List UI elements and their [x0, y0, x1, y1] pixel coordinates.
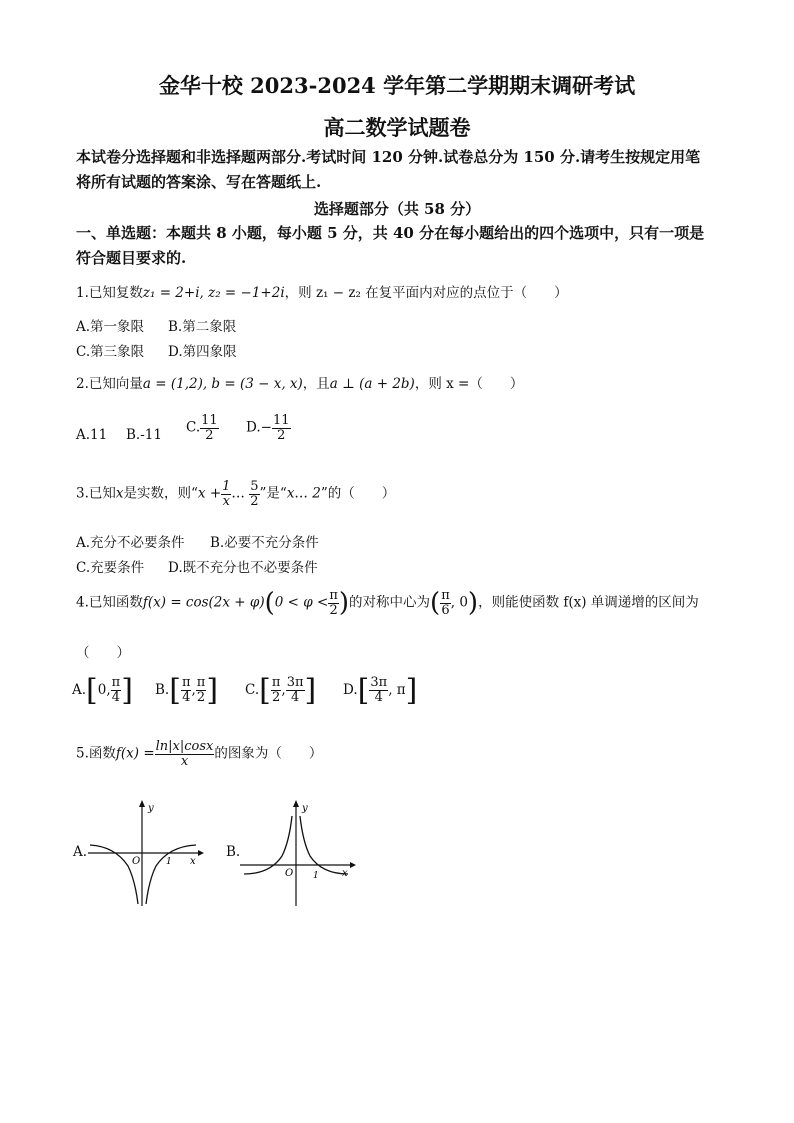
q3-f2-num: 5 [250, 479, 259, 494]
q4-center-zero: , 0 [450, 594, 468, 611]
q3-mid2: ”是“ [259, 485, 287, 502]
q4-option-a: A.[0, $\frac{\pi}{4}$ ] [72, 673, 133, 708]
q4-a-label: A. [72, 682, 87, 698]
q3-suffix: ”的（ ） [320, 485, 396, 502]
q2-option-b: B.-11 [126, 427, 162, 443]
q5-prefix: 5.函数 [76, 745, 116, 762]
graph-b-one-label: 1 [313, 871, 319, 881]
q3-option-a: A.充分不必要条件 [76, 535, 185, 551]
q4-prefix: 4.已知函数 [76, 594, 143, 611]
q4-suffix: ，则能使函数 f(x) 单调递增的区间为 [478, 594, 699, 611]
q3-f1-num: 1 [222, 479, 231, 494]
graph-a-one-label: 1 [166, 857, 172, 867]
q3-option-d: D.既不充分也不必要条件 [168, 560, 318, 576]
q2-option-c-label: C. [186, 419, 201, 436]
q2-prefix: 2.已知向量 [76, 376, 143, 392]
q4-center-six: 6 [441, 602, 450, 618]
q3-expr-left: x + [197, 485, 222, 502]
q4-b-n2: π [196, 675, 206, 691]
q3-cond2: x… 2 [286, 485, 321, 502]
q2-option-d-label: D.− [246, 419, 272, 436]
q4-two: 2 [329, 602, 338, 618]
q5-numerator: ln|x|cosx [155, 739, 214, 754]
q4-a-den: 4 [111, 690, 121, 705]
q3-x: x [115, 485, 124, 502]
q4-a-num: π [111, 675, 121, 691]
q3-f2-den: 2 [250, 493, 259, 509]
q2-option-c [186, 414, 219, 442]
q4-c-label: C. [245, 682, 260, 698]
q1-option-c: C.第三象限 [76, 344, 145, 360]
q1-complex-numbers: z₁ = 2+i, z₂ = −1+2i [142, 285, 285, 301]
graph-b-x-label: x [342, 868, 348, 879]
intro-line-1: 本试卷分选择题和非选择题两部分.考试时间 120 分钟.试卷总分为 150 分.请考生按规定用笔 [76, 148, 701, 166]
q4-blank: （ ） [76, 645, 130, 661]
q4-d-hi: , π [388, 682, 406, 698]
q2-option-d [246, 414, 291, 442]
graph-a-x-label: x [190, 856, 196, 867]
q2-c-den: 2 [205, 427, 214, 443]
graph-a-left-branch [90, 845, 141, 904]
graph-a-right-branch [146, 845, 196, 904]
graph-b-y-arrow [293, 800, 299, 807]
q4-c-n2: 3π [286, 675, 304, 691]
q2-option-a: A.11 [76, 427, 108, 443]
q1-suffix: ，则 z₁ − z₂ 在复平面内对应的点位于（ ） [284, 285, 568, 301]
q3-mid1: 是实数，则“ [123, 485, 198, 502]
q4-mid: 的对称中心为 [349, 594, 431, 611]
q4-a-lo: 0, [97, 682, 111, 698]
exam-subtitle: 高二数学试题卷 [323, 115, 471, 140]
q4-b-d1: 4 [182, 690, 191, 705]
q4-function: f(x) = cos(2x + φ) [142, 594, 265, 611]
q1-option-a: A.第一象限 [76, 319, 145, 335]
q5-graph-b [238, 796, 358, 908]
section-title: 选择题部分（共 58 分） [313, 200, 481, 218]
q4-condition: 0 < φ < [274, 594, 329, 611]
q4-option-b: B.[ $\frac{\pi}{4}$ , $\frac{\pi}{2}$ ] [155, 673, 219, 708]
question-1 [76, 281, 568, 301]
graph-b-x-arrow [350, 862, 356, 868]
graph-b-y-label: y [302, 803, 308, 814]
q4-option-c: C.[ $\frac{\pi}{2}$ , $\frac{3\pi}{4}$ ] [245, 673, 317, 708]
q5-denominator: x [180, 753, 189, 769]
q5-option-b-label: B. [226, 844, 241, 860]
question-5 [76, 740, 322, 768]
q2-c-num: 11 [201, 413, 218, 428]
q4-c-d2: 4 [290, 690, 300, 705]
q4-d-n1: 3π [370, 675, 388, 691]
q4-d-d1: 4 [374, 690, 383, 705]
q2-d-num: 11 [272, 413, 290, 428]
question-3 [76, 480, 395, 508]
q3-f1-den: x [222, 493, 230, 509]
part-heading-line-1: 一、单选题：本题共 8 小题，每小题 5 分，共 40 分在每小题给出的四个选项中，只有一项是 [76, 224, 705, 242]
q3-prefix: 3.已知 [76, 485, 116, 502]
q3-option-c: C.充要条件 [76, 560, 145, 576]
graph-a-x-arrow [198, 850, 204, 856]
part-heading-line-2: 符合题目要求的. [76, 249, 187, 267]
graph-a-y-label: y [148, 803, 154, 814]
graph-b-origin-label: O [285, 868, 294, 879]
q4-b-d2: 2 [196, 690, 206, 705]
q3-expr-mid: … [231, 485, 245, 502]
exam-title: 金华十校 2023-2024 学年第二学期期末调研考试 [158, 73, 636, 98]
question-4: 4.已知函数f(x) = cos(2x + φ)(0 < φ < $\frac{\pi}{2}$ )的对称中心为( $\frac{\pi}{6}$ , 0)，则能使函数 f(x) 单调递增的区间为 [76, 587, 699, 618]
q5-option-a-label: A. [73, 844, 88, 860]
q4-option-d: D.[ $\frac{3\pi}{4}$ , π] [343, 673, 418, 708]
graph-a-y-arrow [139, 800, 145, 807]
q2-vectors: a = (1,2), b = (3 − x, x) [142, 376, 303, 392]
q4-b-label: B. [155, 682, 170, 698]
graph-a-origin-label: O [132, 856, 141, 867]
q4-d-label: D. [343, 682, 358, 698]
q5-graph-a [86, 796, 206, 908]
q4-pi: π [329, 587, 338, 603]
q2-condition: a ⊥ (a + 2b) [329, 376, 415, 392]
q5-suffix: 的图象为（ ） [214, 745, 323, 762]
q4-c-n1: π [271, 675, 281, 691]
q2-suffix: ，则 x =（ ） [414, 376, 524, 392]
q4-center-pi: π [441, 587, 450, 603]
question-2 [76, 372, 523, 392]
q1-prefix: 1.已知复数 [76, 285, 143, 301]
q4-b-n1: π [181, 675, 191, 691]
q2-mid: ，且 [302, 376, 330, 392]
q2-d-den: 2 [277, 427, 286, 443]
q4-c-d1: 2 [271, 690, 281, 705]
intro-line-2: 将所有试题的答案涂、写在答题纸上. [76, 173, 322, 191]
q1-option-b: B.第二象限 [168, 319, 237, 335]
q3-option-b: B.必要不充分条件 [210, 535, 319, 551]
q5-function: f(x) = [115, 745, 155, 762]
q1-option-d: D.第四象限 [168, 344, 237, 360]
